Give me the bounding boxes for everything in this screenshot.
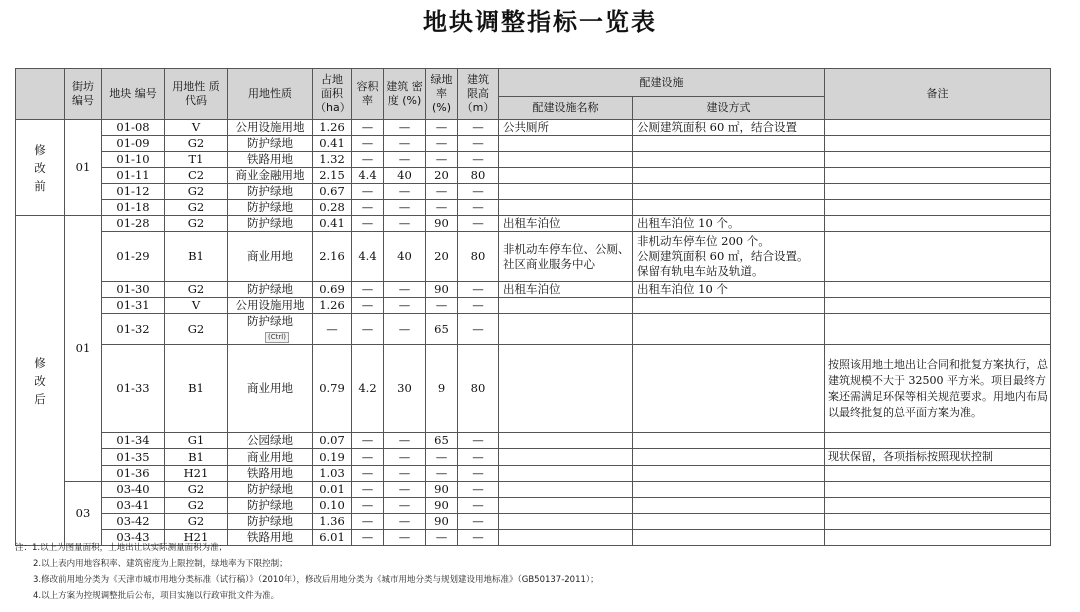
remark-cell: [825, 498, 1051, 514]
use-code-cell: G2: [165, 514, 228, 530]
construction-method-cell: [633, 314, 825, 345]
header-rongji: 容积 率: [352, 69, 384, 120]
land-use-cell: [228, 152, 313, 168]
header-xiangao: 建筑 限高 （m）: [458, 69, 499, 120]
header-mianji: 占地 面积 （ha）: [313, 69, 352, 120]
land-use-cell: [228, 345, 313, 433]
remark-cell: [825, 282, 1051, 298]
facility-name-cell: [499, 168, 633, 184]
height-limit-cell: 80: [458, 232, 499, 282]
height-limit-cell: 80: [458, 345, 499, 433]
land-use-text: 公用设施用地: [235, 298, 305, 312]
land-use-text: 防护绿地: [247, 282, 293, 296]
plot-id-cell: 01-34: [102, 433, 165, 449]
far-cell: —: [352, 530, 384, 546]
area-cell: 1.32: [313, 152, 352, 168]
far-cell: —: [352, 449, 384, 466]
area-cell: 0.41: [313, 216, 352, 232]
far-cell: —: [352, 136, 384, 152]
use-code-cell: V: [165, 120, 228, 136]
table-row: [16, 232, 1051, 282]
far-cell: —: [352, 152, 384, 168]
construction-method-cell: [633, 466, 825, 482]
green-rate-cell: —: [426, 120, 458, 136]
facility-name-cell: 非机动车停车位、公厕、社区商业服务中心: [499, 232, 633, 282]
table-row: [16, 345, 1051, 433]
green-rate-cell: —: [426, 200, 458, 216]
plot-id-cell: 01-30: [102, 282, 165, 298]
area-cell: 0.41: [313, 136, 352, 152]
density-cell: —: [384, 200, 426, 216]
density-cell: 40: [384, 232, 426, 282]
table-row: [16, 498, 1051, 514]
plot-id-cell: 03-43: [102, 530, 165, 546]
land-use-text: 铁路用地: [247, 530, 293, 544]
use-code-cell: G2: [165, 314, 228, 345]
header-dikuai: 地块 编号: [102, 69, 165, 120]
green-rate-cell: —: [426, 184, 458, 200]
facility-name-cell: [499, 184, 633, 200]
table-body: [16, 120, 1051, 546]
land-use-cell: [228, 433, 313, 449]
height-limit-cell: —: [458, 314, 499, 345]
header-lvdi: 绿地 率 (%): [426, 69, 458, 120]
remark-cell: [825, 433, 1051, 449]
plot-id-cell: 01-31: [102, 298, 165, 314]
use-code-cell: B1: [165, 449, 228, 466]
area-cell: 2.16: [313, 232, 352, 282]
height-limit-cell: —: [458, 466, 499, 482]
land-use-cell: [228, 168, 313, 184]
header-daima: 用地性 质代码: [165, 69, 228, 120]
green-rate-cell: —: [426, 152, 458, 168]
construction-method-cell: [633, 514, 825, 530]
height-limit-cell: —: [458, 433, 499, 449]
density-cell: —: [384, 298, 426, 314]
green-rate-cell: 90: [426, 514, 458, 530]
land-use-cell: [228, 216, 313, 232]
table-row: [16, 282, 1051, 298]
table-row: [16, 200, 1051, 216]
remark-cell: [825, 136, 1051, 152]
construction-method-cell: [633, 168, 825, 184]
area-cell: —: [313, 314, 352, 345]
plot-id-cell: 01-18: [102, 200, 165, 216]
density-cell: —: [384, 184, 426, 200]
land-use-cell: [228, 314, 313, 345]
page-title: 地块调整指标一览表: [423, 8, 657, 36]
far-cell: —: [352, 514, 384, 530]
facility-name-cell: [499, 514, 633, 530]
plot-id-cell: 01-08: [102, 120, 165, 136]
use-code-cell: H21: [165, 530, 228, 546]
construction-method-cell: [633, 200, 825, 216]
far-cell: —: [352, 433, 384, 449]
plot-id-cell: 01-33: [102, 345, 165, 433]
remark-cell: [825, 120, 1051, 136]
land-use-cell: [228, 232, 313, 282]
height-limit-cell: —: [458, 530, 499, 546]
plot-id-cell: 01-35: [102, 449, 165, 466]
use-code-cell: T1: [165, 152, 228, 168]
footnotes: [15, 540, 1055, 604]
green-rate-cell: —: [426, 136, 458, 152]
land-use-cell: [228, 482, 313, 498]
green-rate-cell: 20: [426, 232, 458, 282]
indicator-table: [15, 68, 1051, 546]
footnote-2: 2.以上表内用地容积率、建筑密度为上限控制，绿地率为下限控制；: [33, 559, 288, 569]
density-cell: —: [384, 152, 426, 168]
table-row: [16, 216, 1051, 232]
table-row: [16, 482, 1051, 498]
land-use-text: 铁路用地: [247, 466, 293, 480]
height-limit-cell: —: [458, 482, 499, 498]
height-limit-cell: —: [458, 200, 499, 216]
construction-method-cell: 非机动车停车位 200 个。 公厕建筑面积 60 ㎡，结合设置。 保留有轨电车站及轨道。: [633, 232, 825, 282]
remark-cell: [825, 514, 1051, 530]
area-cell: 0.07: [313, 433, 352, 449]
area-cell: 1.26: [313, 120, 352, 136]
remark-cell: [825, 184, 1051, 200]
height-limit-cell: —: [458, 120, 499, 136]
remark-cell: 按照该用地土地出让合同和批复方案执行，总建筑规模不大于 32500 平方米。项目最终方案还需满足环保等相关规范要求。用地内布局以最终批复的总平面方案为准。: [825, 345, 1051, 433]
plot-id-cell: 01-09: [102, 136, 165, 152]
remark-cell: [825, 216, 1051, 232]
land-use-cell: [228, 184, 313, 200]
density-cell: —: [384, 216, 426, 232]
paste-options-button[interactable]: (Ctrl): [265, 332, 289, 343]
far-cell: —: [352, 282, 384, 298]
density-cell: —: [384, 498, 426, 514]
facility-name-cell: [499, 345, 633, 433]
land-use-cell: [228, 514, 313, 530]
land-use-cell: [228, 282, 313, 298]
use-code-cell: B1: [165, 345, 228, 433]
plot-id-cell: 01-10: [102, 152, 165, 168]
area-cell: 0.01: [313, 482, 352, 498]
construction-method-cell: [633, 136, 825, 152]
height-limit-cell: 80: [458, 168, 499, 184]
use-code-cell: G2: [165, 200, 228, 216]
density-cell: —: [384, 466, 426, 482]
land-use-cell: [228, 120, 313, 136]
use-code-cell: G2: [165, 282, 228, 298]
jiefang-cell: 01: [65, 216, 102, 482]
plot-id-cell: 01-29: [102, 232, 165, 282]
header-blank: [16, 69, 65, 120]
header-jiefang: 街坊 编号: [65, 69, 102, 120]
area-cell: 0.10: [313, 498, 352, 514]
far-cell: —: [352, 466, 384, 482]
construction-method-cell: [633, 152, 825, 168]
area-cell: 0.19: [313, 449, 352, 466]
facility-name-cell: [499, 200, 633, 216]
green-rate-cell: 90: [426, 482, 458, 498]
facility-name-cell: [499, 136, 633, 152]
density-cell: 40: [384, 168, 426, 184]
land-use-text: 公园绿地: [247, 433, 293, 447]
density-cell: —: [384, 314, 426, 345]
construction-method-cell: [633, 498, 825, 514]
table-row: [16, 449, 1051, 466]
use-code-cell: G2: [165, 136, 228, 152]
green-rate-cell: 65: [426, 433, 458, 449]
land-use-cell: [228, 449, 313, 466]
far-cell: —: [352, 482, 384, 498]
green-rate-cell: 9: [426, 345, 458, 433]
area-cell: 6.01: [313, 530, 352, 546]
far-cell: 4.4: [352, 168, 384, 184]
use-code-cell: G2: [165, 498, 228, 514]
group-label-before: 修 改 前: [16, 120, 65, 216]
jiefang-cell: 01: [65, 120, 102, 216]
green-rate-cell: 90: [426, 282, 458, 298]
density-cell: —: [384, 282, 426, 298]
far-cell: —: [352, 298, 384, 314]
green-rate-cell: 20: [426, 168, 458, 184]
area-cell: 1.26: [313, 298, 352, 314]
green-rate-cell: —: [426, 466, 458, 482]
land-use-text: 公用设施用地: [235, 120, 305, 134]
land-use-cell: [228, 466, 313, 482]
table-row: [16, 466, 1051, 482]
table-row: [16, 314, 1051, 345]
area-cell: 0.69: [313, 282, 352, 298]
height-limit-cell: —: [458, 184, 499, 200]
land-use-text: 防护绿地: [247, 184, 293, 198]
height-limit-cell: —: [458, 152, 499, 168]
table-row: [16, 120, 1051, 136]
density-cell: 30: [384, 345, 426, 433]
far-cell: —: [352, 120, 384, 136]
facility-name-cell: [499, 498, 633, 514]
land-use-text: 商业用地: [247, 381, 293, 395]
use-code-cell: C2: [165, 168, 228, 184]
facility-name-cell: 出租车泊位: [499, 282, 633, 298]
remark-cell: [825, 152, 1051, 168]
remark-cell: [825, 232, 1051, 282]
construction-method-cell: [633, 433, 825, 449]
green-rate-cell: 90: [426, 216, 458, 232]
land-use-text: 防护绿地: [247, 200, 293, 214]
remark-cell: [825, 200, 1051, 216]
land-use-cell: [228, 200, 313, 216]
use-code-cell: H21: [165, 466, 228, 482]
group-label-after: 修 改 后: [16, 216, 65, 546]
construction-method-cell: [633, 184, 825, 200]
construction-method-cell: [633, 345, 825, 433]
construction-method-cell: 公厕建筑面积 60 ㎡，结合设置: [633, 120, 825, 136]
land-use-text: 商业金融用地: [235, 168, 305, 182]
area-cell: 0.28: [313, 200, 352, 216]
land-use-text: 商业用地: [247, 449, 293, 464]
header-xingzhi: 用地性质: [228, 69, 313, 120]
far-cell: 4.4: [352, 232, 384, 282]
green-rate-cell: —: [426, 298, 458, 314]
construction-method-cell: [633, 298, 825, 314]
plot-id-cell: 03-40: [102, 482, 165, 498]
far-cell: —: [352, 498, 384, 514]
land-use-cell: [228, 136, 313, 152]
header-jianshe: 建设方式: [633, 97, 825, 120]
table-row: [16, 514, 1051, 530]
use-code-cell: G2: [165, 482, 228, 498]
use-code-cell: G1: [165, 433, 228, 449]
facility-name-cell: [499, 482, 633, 498]
plot-id-cell: 03-41: [102, 498, 165, 514]
density-cell: —: [384, 136, 426, 152]
far-cell: 4.2: [352, 345, 384, 433]
construction-method-cell: 出租车泊位 10 个: [633, 282, 825, 298]
height-limit-cell: —: [458, 216, 499, 232]
construction-method-cell: [633, 482, 825, 498]
density-cell: —: [384, 433, 426, 449]
footnote-4: 4.以上方案为控规调整批后公布，项目实施以行政审批文件为准。: [33, 591, 280, 601]
use-code-cell: V: [165, 298, 228, 314]
density-cell: —: [384, 514, 426, 530]
area-cell: 2.15: [313, 168, 352, 184]
height-limit-cell: —: [458, 282, 499, 298]
table-row: [16, 136, 1051, 152]
use-code-cell: G2: [165, 216, 228, 232]
facility-name-cell: [499, 298, 633, 314]
density-cell: —: [384, 530, 426, 546]
facility-name-cell: 出租车泊位: [499, 216, 633, 232]
footnote-1: 注：1.以上为图量面积，土地出让以实际测量面积为准；: [15, 543, 228, 553]
header-beizhu: 备注: [825, 69, 1051, 120]
land-use-text: 防护绿地: [247, 514, 293, 528]
indicator-table-container: [15, 68, 1050, 546]
land-use-text: 商业用地: [247, 249, 293, 263]
green-rate-cell: 90: [426, 498, 458, 514]
land-use-text: 防护绿地: [247, 314, 293, 328]
height-limit-cell: —: [458, 514, 499, 530]
land-use-cell: [228, 498, 313, 514]
land-use-text: 防护绿地: [247, 482, 293, 496]
facility-name-cell: 公共厕所: [499, 120, 633, 136]
area-cell: 0.67: [313, 184, 352, 200]
land-use-text: 铁路用地: [247, 152, 293, 166]
height-limit-cell: —: [458, 449, 499, 466]
plot-id-cell: 01-12: [102, 184, 165, 200]
green-rate-cell: —: [426, 449, 458, 466]
height-limit-cell: —: [458, 136, 499, 152]
plot-id-cell: 03-42: [102, 514, 165, 530]
area-cell: 0.79: [313, 345, 352, 433]
remark-cell: [825, 298, 1051, 314]
far-cell: —: [352, 200, 384, 216]
construction-method-cell: 出租车泊位 10 个。: [633, 216, 825, 232]
density-cell: —: [384, 449, 426, 466]
green-rate-cell: 65: [426, 314, 458, 345]
height-limit-cell: —: [458, 498, 499, 514]
plot-id-cell: 01-32: [102, 314, 165, 345]
land-use-text: 防护绿地: [247, 216, 293, 230]
remark-cell: 现状保留，各项指标按照现状控制: [825, 449, 1051, 466]
plot-id-cell: 01-36: [102, 466, 165, 482]
facility-name-cell: [499, 152, 633, 168]
header-peijian: 配建设施: [499, 69, 825, 97]
height-limit-cell: —: [458, 298, 499, 314]
plot-id-cell: 01-28: [102, 216, 165, 232]
density-cell: —: [384, 120, 426, 136]
remark-cell: [825, 168, 1051, 184]
facility-name-cell: [499, 466, 633, 482]
construction-method-cell: [633, 449, 825, 466]
land-use-cell: [228, 298, 313, 314]
far-cell: —: [352, 184, 384, 200]
remark-cell: [825, 482, 1051, 498]
jiefang-cell: 03: [65, 482, 102, 546]
facility-name-cell: [499, 433, 633, 449]
facility-name-cell: [499, 449, 633, 466]
area-cell: 1.36: [313, 514, 352, 530]
density-cell: —: [384, 482, 426, 498]
table-row: [16, 168, 1051, 184]
remark-cell: [825, 314, 1051, 345]
use-code-cell: G2: [165, 184, 228, 200]
green-rate-cell: —: [426, 530, 458, 546]
table-row: [16, 433, 1051, 449]
far-cell: —: [352, 314, 384, 345]
land-use-text: 防护绿地: [247, 498, 293, 512]
header-midu: 建筑 密度 (%): [384, 69, 426, 120]
far-cell: —: [352, 216, 384, 232]
table-row: [16, 184, 1051, 200]
header-peijian-name: 配建设施名称: [499, 97, 633, 120]
use-code-cell: B1: [165, 232, 228, 282]
plot-id-cell: 01-11: [102, 168, 165, 184]
remark-cell: [825, 466, 1051, 482]
land-use-text: 防护绿地: [247, 136, 293, 150]
table-row: [16, 152, 1051, 168]
area-cell: 1.03: [313, 466, 352, 482]
footnote-3: 3.修改前用地分类为《天津市城市用地分类标准（试行稿）》（2010年），修改后用地分类为《城市用地分类与规划建设用地标准》（GB50137-2011）；: [33, 575, 599, 585]
facility-name-cell: [499, 314, 633, 345]
table-row: [16, 298, 1051, 314]
